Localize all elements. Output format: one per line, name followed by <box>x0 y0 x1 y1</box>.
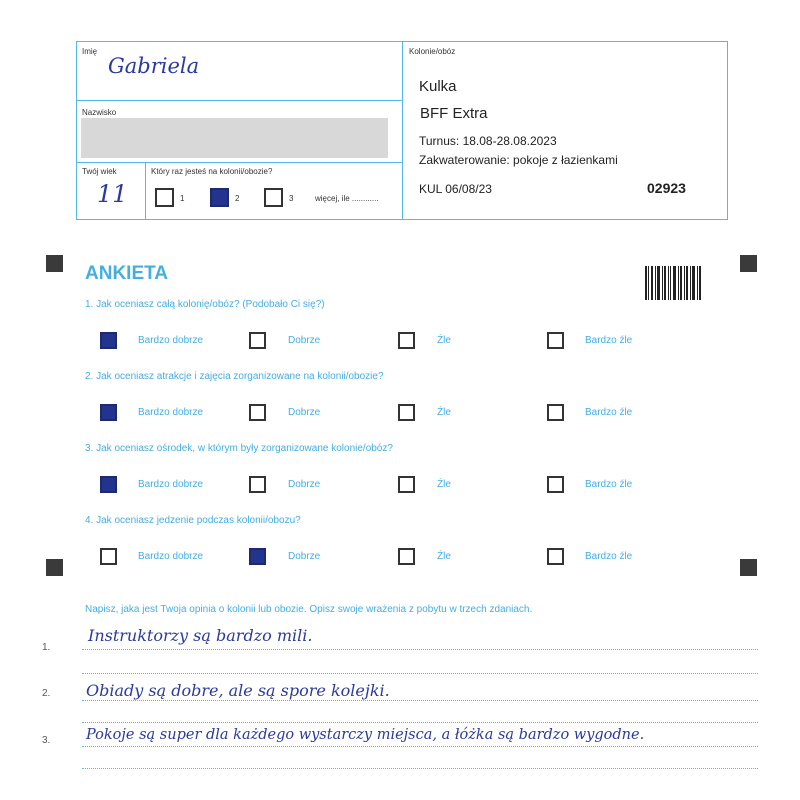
q2-option-label: Źle <box>437 407 451 418</box>
age-value[interactable]: 11 <box>97 180 128 208</box>
writing-line <box>82 722 758 723</box>
q4-checkbox-bardzo-zle[interactable] <box>547 548 564 565</box>
q1-checkbox-bardzo-zle[interactable] <box>547 332 564 349</box>
q1-checkbox-dobrze[interactable] <box>249 332 266 349</box>
opinion-line-number: 2. <box>42 688 51 699</box>
survey-title: ANKIETA <box>85 263 169 284</box>
form-number: 02923 <box>647 180 686 196</box>
q1-checkbox-bardzo-dobrze[interactable] <box>100 332 117 349</box>
registration-marker <box>46 255 63 272</box>
times-option-2: 2 <box>235 194 240 203</box>
opinion-prompt: Napisz, jaka jest Twoja opinia o kolonii lub obozie. Opisz swoje wrażenia z pobytu w trzech zdaniach. <box>85 604 533 615</box>
camp-name: Kulka <box>419 78 457 95</box>
opinion-line-3-text[interactable]: Pokoje są super dla każdego wystarczy miejsca, a łóżka są bardzo wygodne. <box>86 727 645 743</box>
q4-checkbox-zle[interactable] <box>398 548 415 565</box>
writing-line <box>82 673 758 674</box>
registration-marker <box>740 255 757 272</box>
question-3-text: 3. Jak oceniasz ośrodek, w którym były zorganizowane kolonie/obóz? <box>85 443 393 454</box>
q2-option-label: Bardzo dobrze <box>138 407 204 418</box>
q2-checkbox-bardzo-zle[interactable] <box>547 404 564 421</box>
q2-checkbox-zle[interactable] <box>398 404 415 421</box>
q3-checkbox-bardzo-dobrze[interactable] <box>100 476 117 493</box>
turnus-text: Turnus: 18.08-28.08.2023 <box>419 134 557 148</box>
q4-checkbox-dobrze[interactable] <box>249 548 266 565</box>
camp-program: BFF Extra <box>420 105 488 122</box>
barcode-image <box>645 266 702 300</box>
surname-label: Nazwisko <box>82 108 117 117</box>
q3-option-label: Dobrze <box>288 479 321 490</box>
q3-option-label: Źle <box>437 479 451 490</box>
q4-option-label: Źle <box>437 551 451 562</box>
writing-line <box>82 746 758 747</box>
times-label: Który raz jesteś na kolonii/obozie? <box>151 167 273 176</box>
question-1-text: 1. Jak oceniasz całą kolonię/obóz? (Podobało Ci się?) <box>85 299 325 310</box>
header-divider <box>76 100 402 101</box>
times-option-3: 3 <box>289 194 294 203</box>
q2-option-label: Dobrze <box>288 407 321 418</box>
question-4-text: 4. Jak oceniasz jedzenie podczas kolonii/obozu? <box>85 515 301 526</box>
times-checkbox-3[interactable] <box>264 188 283 207</box>
writing-line <box>82 700 758 701</box>
opinion-line-number: 1. <box>42 642 51 653</box>
q3-checkbox-bardzo-zle[interactable] <box>547 476 564 493</box>
q4-option-label: Dobrze <box>288 551 321 562</box>
q3-checkbox-zle[interactable] <box>398 476 415 493</box>
writing-line <box>82 649 758 650</box>
q4-option-label: Bardzo dobrze <box>138 551 204 562</box>
surname-redacted-field[interactable] <box>81 118 388 158</box>
q1-option-label: Dobrze <box>288 335 321 346</box>
name-value[interactable]: Gabriela <box>108 54 200 78</box>
q2-checkbox-bardzo-dobrze[interactable] <box>100 404 117 421</box>
age-label: Twój wiek <box>82 167 117 176</box>
times-option-1: 1 <box>180 194 185 203</box>
header-divider <box>145 162 146 220</box>
times-checkbox-1[interactable] <box>155 188 174 207</box>
q1-option-label: Źle <box>437 335 451 346</box>
header-divider <box>76 162 402 163</box>
opinion-line-1-text[interactable]: Instruktorzy są bardzo mili. <box>88 626 313 645</box>
q1-option-label: Bardzo źle <box>585 335 633 346</box>
question-2-text: 2. Jak oceniasz atrakcje i zajęcia zorganizowane na kolonii/obozie? <box>85 371 384 382</box>
q4-checkbox-bardzo-dobrze[interactable] <box>100 548 117 565</box>
q2-checkbox-dobrze[interactable] <box>249 404 266 421</box>
writing-line <box>82 768 758 769</box>
camp-code: KUL 06/08/23 <box>419 182 492 196</box>
opinion-line-number: 3. <box>42 735 51 746</box>
header-divider <box>402 41 403 220</box>
times-checkbox-2[interactable] <box>210 188 229 207</box>
q3-checkbox-dobrze[interactable] <box>249 476 266 493</box>
camp-label: Kolonie/obóz <box>409 47 456 56</box>
registration-marker <box>46 559 63 576</box>
q2-option-label: Bardzo źle <box>585 407 633 418</box>
times-more-field[interactable]: więcej, ile ............ <box>315 194 379 203</box>
q3-option-label: Bardzo źle <box>585 479 633 490</box>
name-label: Imię <box>82 47 98 56</box>
opinion-line-2-text[interactable]: Obiady są dobre, ale są spore kolejki. <box>86 681 390 700</box>
registration-marker <box>740 559 757 576</box>
q4-option-label: Bardzo źle <box>585 551 633 562</box>
q1-option-label: Bardzo dobrze <box>138 335 204 346</box>
accommodation-text: Zakwaterowanie: pokoje z łazienkami <box>419 153 618 167</box>
q3-option-label: Bardzo dobrze <box>138 479 204 490</box>
q1-checkbox-zle[interactable] <box>398 332 415 349</box>
